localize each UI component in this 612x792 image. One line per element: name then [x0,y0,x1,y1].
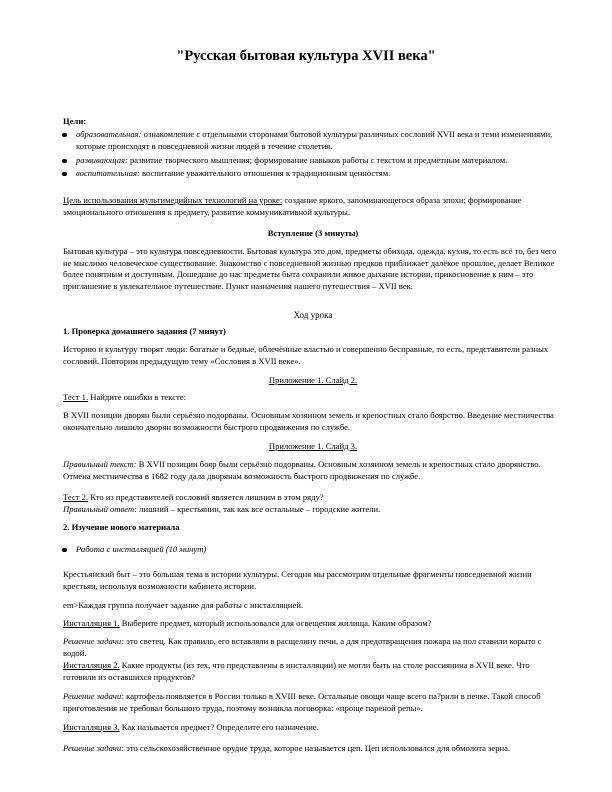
solution-1-paragraph [63,636,563,659]
purpose-paragraph [63,195,563,218]
peasant-life-paragraph: Крестьянский быт – это большая тема в истории культуры. Сегодня мы рассмотрим отдельные фрагменты повседневной жизни крестьян, используя возможности кабинета истории. [63,569,532,591]
installation-1-line [63,618,563,630]
test-1-line [63,392,563,404]
answer-1-text: В XVII позиции бояр были серьёзно подорваны. Основным хозяином земель и крепостных стало дворянство. Отмена местничества в 1682 году дала дворянам возможность быстрого продвижения по службе. [63,459,541,481]
installation-1-text: Выберите предмет, который использовался для освещения жилища. Каким образом? [119,618,432,628]
goals-heading: Цели: [63,116,87,126]
answer-2-line [63,504,563,516]
test-1-text: Найдите ошибки в тексте: [88,392,186,402]
bullet-icon [62,155,67,167]
document-title: "Русская бытовая культура XVII века" [176,48,436,64]
goal-item-upbringing [76,168,564,180]
installation-2-paragraph [63,660,563,683]
solution-1-text: это светец. Как правило, его вставляли в расщелину печи, а для предотвращения пожара на пол ставили корыто с водой. [63,636,542,658]
test-2-text: Кто из представителей сословий является лишним в этом ряду? [88,492,324,502]
solution-label: Решение задачи: [63,636,125,646]
installation-1-label: Инсталляция 1. [63,618,120,628]
slide-3-reference: Приложение 1. Слайд 3. [268,441,358,451]
goal-item-educational [76,129,564,152]
answer-2-text: лишний – крестьянин, так как все остальные – городские жители. [137,504,381,514]
group-task-paragraph: em>Каждая группа получает задание для работы с инсталляцией. [63,600,304,610]
solution-3-paragraph [63,743,563,755]
test-1-label: Тест 1. [63,392,89,402]
goal-label: развивающая: [76,155,128,165]
solution-3-text: это сельскохозяйственное орудие труда, которое называется цеп. Цеп использовался для обмолота зерна. [124,743,511,753]
purpose-label: Цель использования мультимедийных технологий на уроке: [63,195,283,205]
bullet-icon [62,129,67,141]
solution-label: Решение задачи: [63,691,125,701]
goal-text: воспитание уважительного отношения к традиционным ценностям. [139,168,391,178]
goal-text: развитие творческого мышления; формирование навыков работы с текстом и предметным материалом. [127,155,508,165]
answer-1-paragraph [63,459,563,482]
installation-3-line [63,722,563,734]
goal-text: ознакомление с отдельными сторонами бытовой культуры различных сословий XVII века и теми изменениями, которые происходят в повседневной жизни людей в течение столетия. [76,129,553,151]
section-2-heading: 2. Изучение нового материала [63,522,180,532]
installation-3-text: Как называется предмет? Определите его назначение. [119,722,319,732]
bullet-icon [62,544,67,556]
answer-2-label: Правильный ответ: [63,504,138,514]
bullet-icon [62,168,67,180]
installation-2-text: Какие продукты (из тех, что представлены в инсталляции) не могли быть на столе россиянина в XVII веке. Что готовили из оставшихся продуктов? [63,660,530,682]
installation-2-label: Инсталляция 2. [63,660,120,670]
installation-work-item: Работа с инсталляцией (10 минут) [76,544,207,554]
installation-3-label: Инсталляция 3. [63,722,120,732]
solution-2-paragraph [63,691,563,714]
goal-label: образовательная: [76,129,142,139]
homework-paragraph: Историю и культуру творят люди: богатые и бедные, облечённые властью и совершенно бесправные, то есть, представители разных сословий. Повторим предыдущую тему «Сословия в XVII веке». [63,344,549,366]
intro-paragraph: Бытовая культура – это культура повседневности. Бытовая культура это дом, предметы обихода, одежда, кухня, то есть всё то, без чего не мыслимо человеческое существование. Знакомство с повседневной жизнью предков приближает далёкое прошлое, делает Великое более понятным и доступным. Дошедшие до нас предметы быта сохранили живое дыхание истории, прикосновение к ним – это приглашение в увлекательное путешествие. Пункт назначения нашего путешествия – XVII век. [63,246,557,291]
test-2-line [63,492,563,504]
solution-label: Решение задачи: [63,743,125,753]
goal-label: воспитательная: [76,168,140,178]
solution-2-text: картофель появляется в России только в XVIII веке. Остальные овощи чаще всего па?рили в печке. Такой способ приготовления не требовал большого труда, поэтому возникла поговорка: «проще пареной репы». [63,691,541,713]
goal-item-developing [76,155,564,167]
answer-1-label: Правильный текст: [63,459,137,469]
test-2-label: Тест 2. [63,492,89,502]
slide-2-reference: Приложение 1. Слайд 2. [268,375,358,385]
section-1-heading: 1. Проверка домашнего задания (7 минут) [63,326,226,336]
lesson-heading: Ход урока [293,310,333,320]
intro-heading: Вступление (3 минуты) [267,228,359,238]
test-1-body: В XVII позиции дворян были серьёзно подорваны. Основным хозяином земель и крепостных стало боярство. Введение местничества окончательно лишило дворян возможности быстрого продвижения по службе. [63,410,554,432]
purpose-text: создание яркого, запоминающегося образа эпохи; формирование эмоционального отношения к предмету, развитие коммуникативной культуры. [63,195,522,217]
